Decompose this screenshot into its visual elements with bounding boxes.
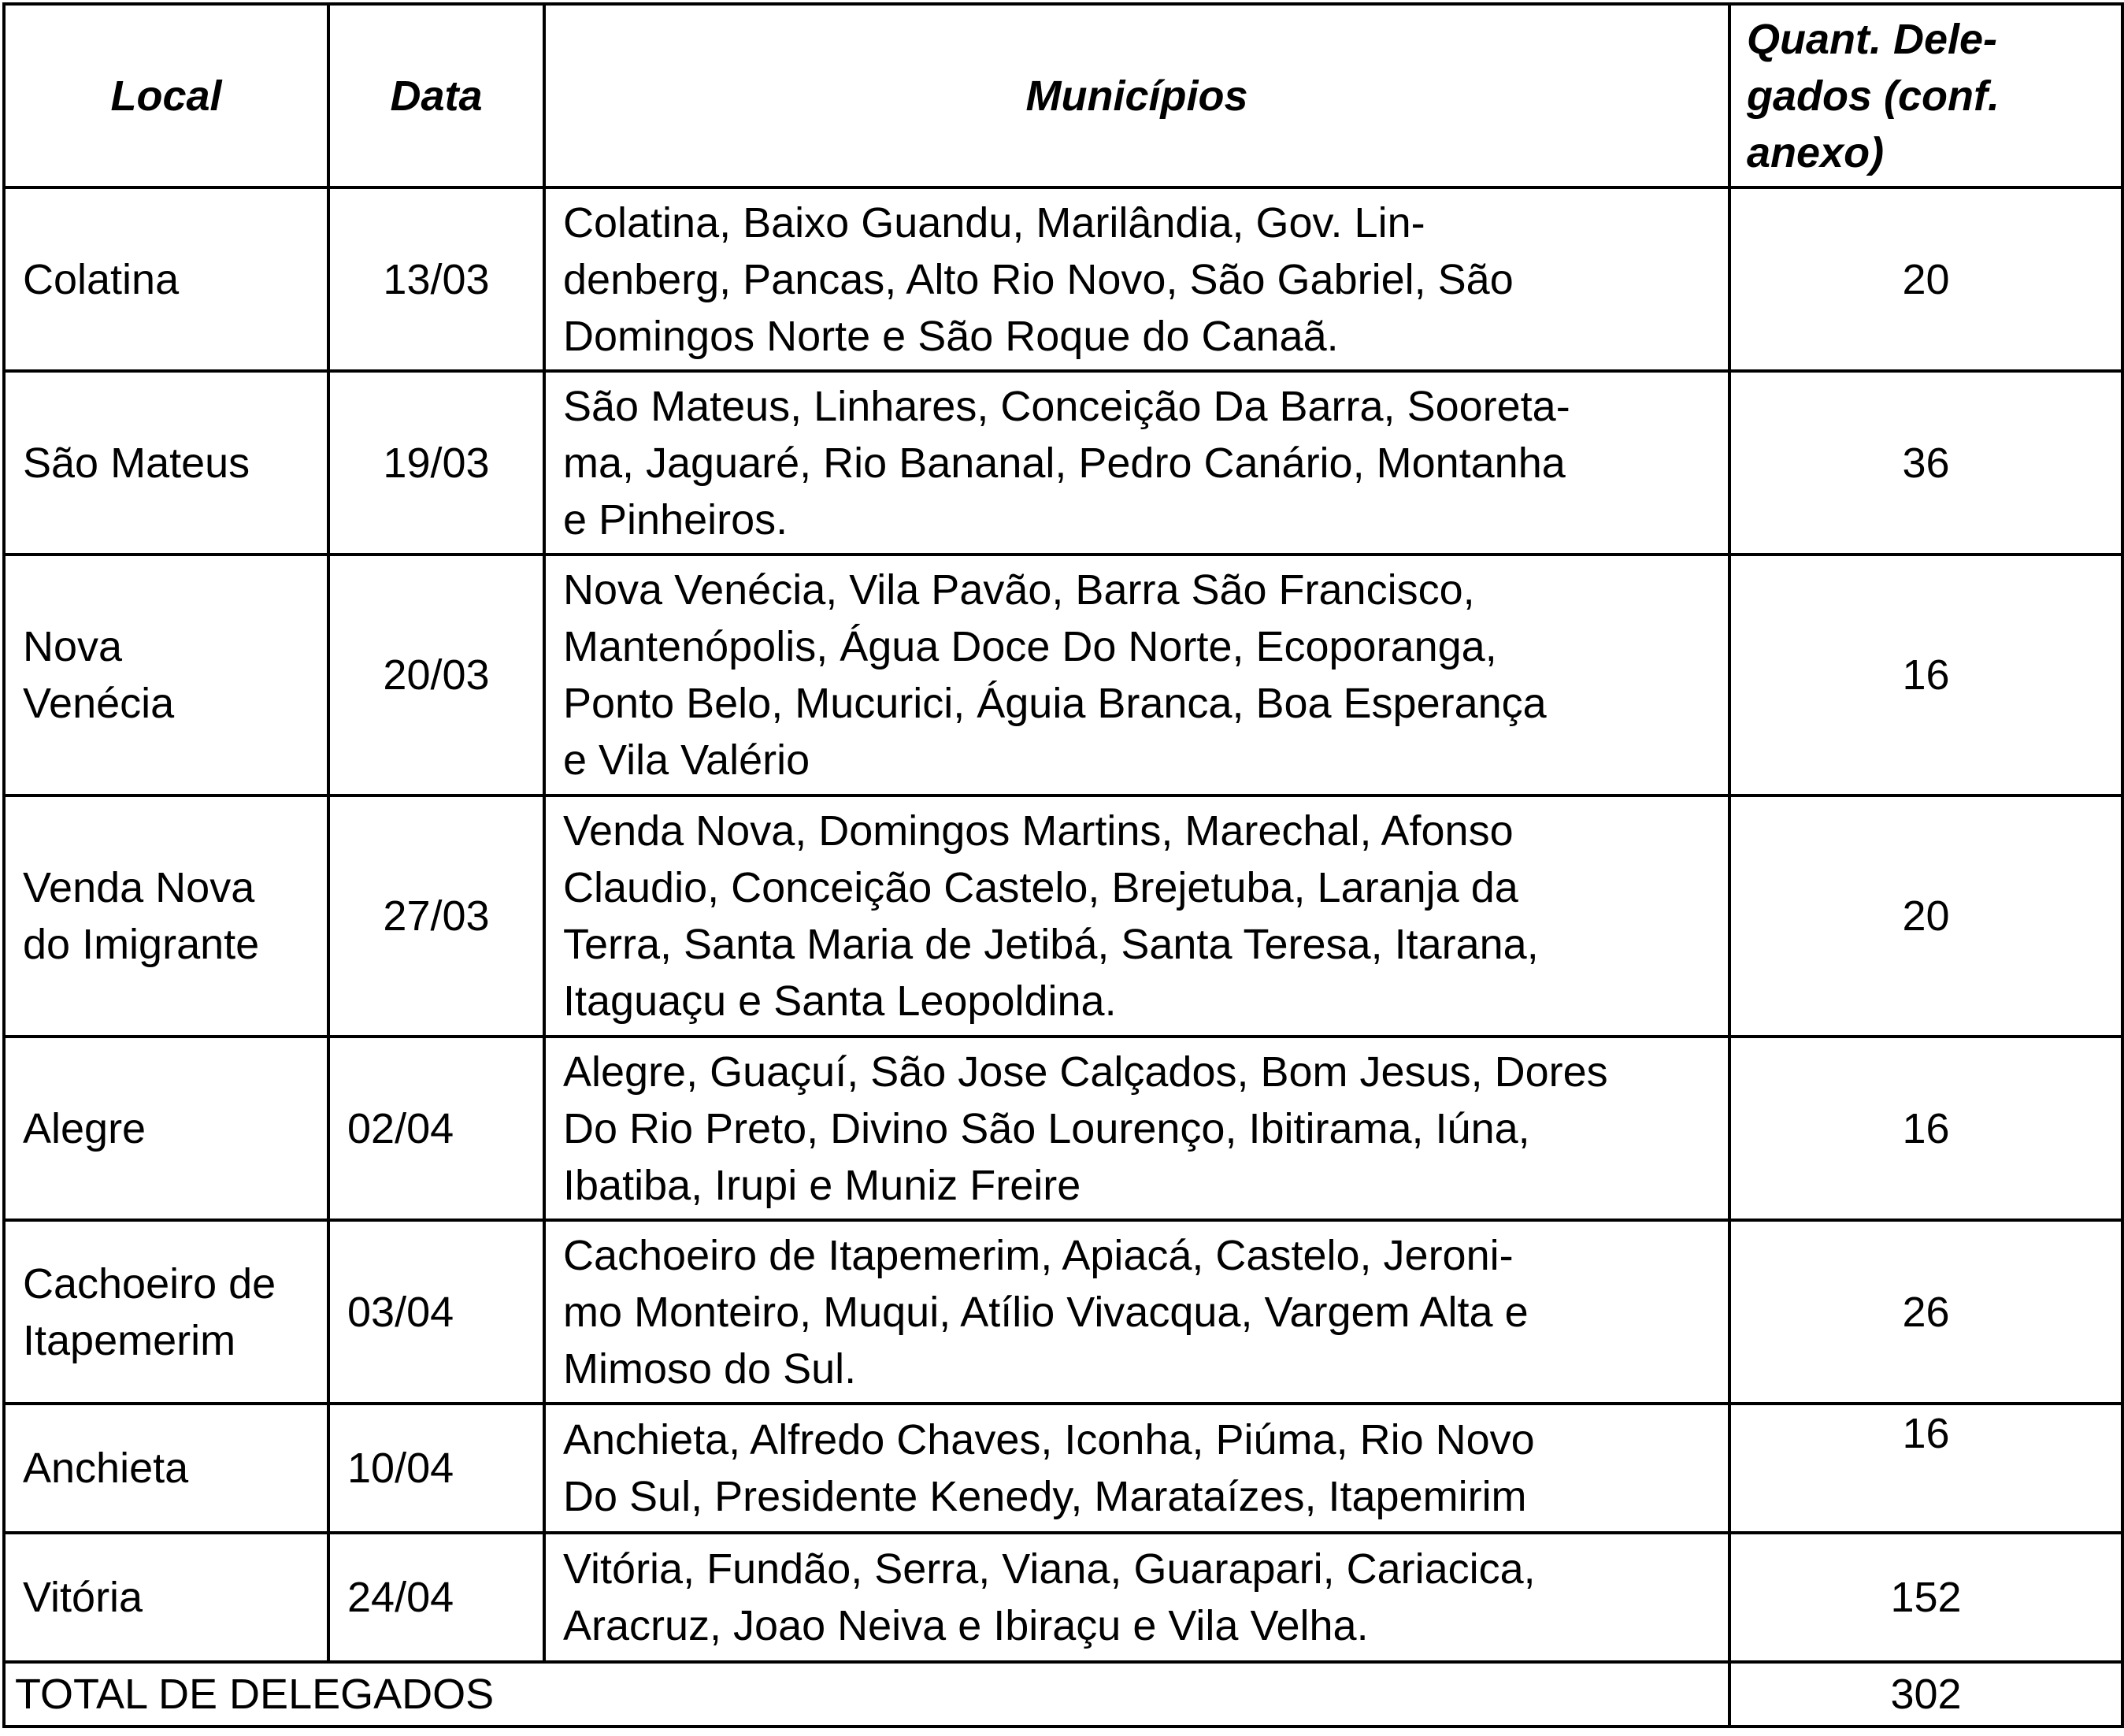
delegates-table <box>2 2 2124 1728</box>
table-row <box>4 555 2122 796</box>
header-row <box>4 4 2122 187</box>
cell-municipios: Vitória, Fundão, Serra, Viana, Guarapari, Cariacica, Aracruz, Joao Neiva e Ibiraçu e Vila Velha. <box>544 1533 1729 1662</box>
cell-data: 10/04 <box>328 1404 544 1533</box>
cell-data: 02/04 <box>328 1037 544 1220</box>
cell-data: 13/03 <box>328 187 544 371</box>
cell-quantidade: 16 <box>1729 555 2122 796</box>
total-value: 302 <box>1729 1662 2122 1727</box>
cell-quantidade: 26 <box>1729 1220 2122 1404</box>
table-row <box>4 1533 2122 1662</box>
header-municipios: Municípios <box>544 4 1729 187</box>
table-row <box>4 1037 2122 1220</box>
cell-local: Venda Nova do Imigrante <box>4 796 328 1037</box>
cell-quantidade: 152 <box>1729 1533 2122 1662</box>
cell-municipios: Venda Nova, Domingos Martins, Marechal, Afonso Claudio, Conceição Castelo, Brejetuba, Laranja da Terra, Santa Maria de Jetibá, Santa Teresa, Itarana, Itaguaçu e Santa Leopoldina. <box>544 796 1729 1037</box>
table-row <box>4 187 2122 371</box>
cell-data: 24/04 <box>328 1533 544 1662</box>
cell-local: Colatina <box>4 187 328 371</box>
total-row <box>4 1662 2122 1727</box>
cell-municipios: Colatina, Baixo Guandu, Marilândia, Gov. Lin- denberg, Pancas, Alto Rio Novo, São Gabriel, São Domingos Norte e São Roque do Canaã. <box>544 187 1729 371</box>
cell-quantidade: 20 <box>1729 187 2122 371</box>
cell-quantidade: 16 <box>1729 1404 2122 1533</box>
cell-local: Cachoeiro de Itapemerim <box>4 1220 328 1404</box>
cell-quantidade: 36 <box>1729 371 2122 555</box>
cell-data: 03/04 <box>328 1220 544 1404</box>
cell-local: Nova Venécia <box>4 555 328 796</box>
cell-municipios: Nova Venécia, Vila Pavão, Barra São Francisco, Mantenópolis, Água Doce Do Norte, Ecoporanga, Ponto Belo, Mucurici, Águia Branca, Boa Esperança e Vila Valério <box>544 555 1729 796</box>
cell-municipios: Cachoeiro de Itapemerim, Apiacá, Castelo, Jeroni- mo Monteiro, Muqui, Atílio Vivacqua, Vargem Alta e Mimoso do Sul. <box>544 1220 1729 1404</box>
cell-local: Vitória <box>4 1533 328 1662</box>
cell-municipios: São Mateus, Linhares, Conceição Da Barra, Sooreta- ma, Jaguaré, Rio Bananal, Pedro Canário, Montanha e Pinheiros. <box>544 371 1729 555</box>
total-label: TOTAL DE DELEGADOS <box>4 1662 1729 1727</box>
cell-municipios: Alegre, Guaçuí, São Jose Calçados, Bom Jesus, Dores Do Rio Preto, Divino São Lourenço, Ibitirama, Iúna, Ibatiba, Irupi e Muniz Freire <box>544 1037 1729 1220</box>
cell-data: 20/03 <box>328 555 544 796</box>
cell-local: Alegre <box>4 1037 328 1220</box>
table-row <box>4 1220 2122 1404</box>
cell-quantidade: 20 <box>1729 796 2122 1037</box>
table-row <box>4 371 2122 555</box>
header-local: Local <box>4 4 328 187</box>
cell-local: Anchieta <box>4 1404 328 1533</box>
table-row <box>4 1404 2122 1533</box>
header-data: Data <box>328 4 544 187</box>
cell-quantidade: 16 <box>1729 1037 2122 1220</box>
table-row <box>4 796 2122 1037</box>
cell-municipios: Anchieta, Alfredo Chaves, Iconha, Piúma, Rio Novo Do Sul, Presidente Kenedy, Marataízes, Itapemirim <box>544 1404 1729 1533</box>
header-quantidade: Quant. Dele- gados (conf. anexo) <box>1729 4 2122 187</box>
cell-data: 27/03 <box>328 796 544 1037</box>
cell-data: 19/03 <box>328 371 544 555</box>
cell-local: São Mateus <box>4 371 328 555</box>
